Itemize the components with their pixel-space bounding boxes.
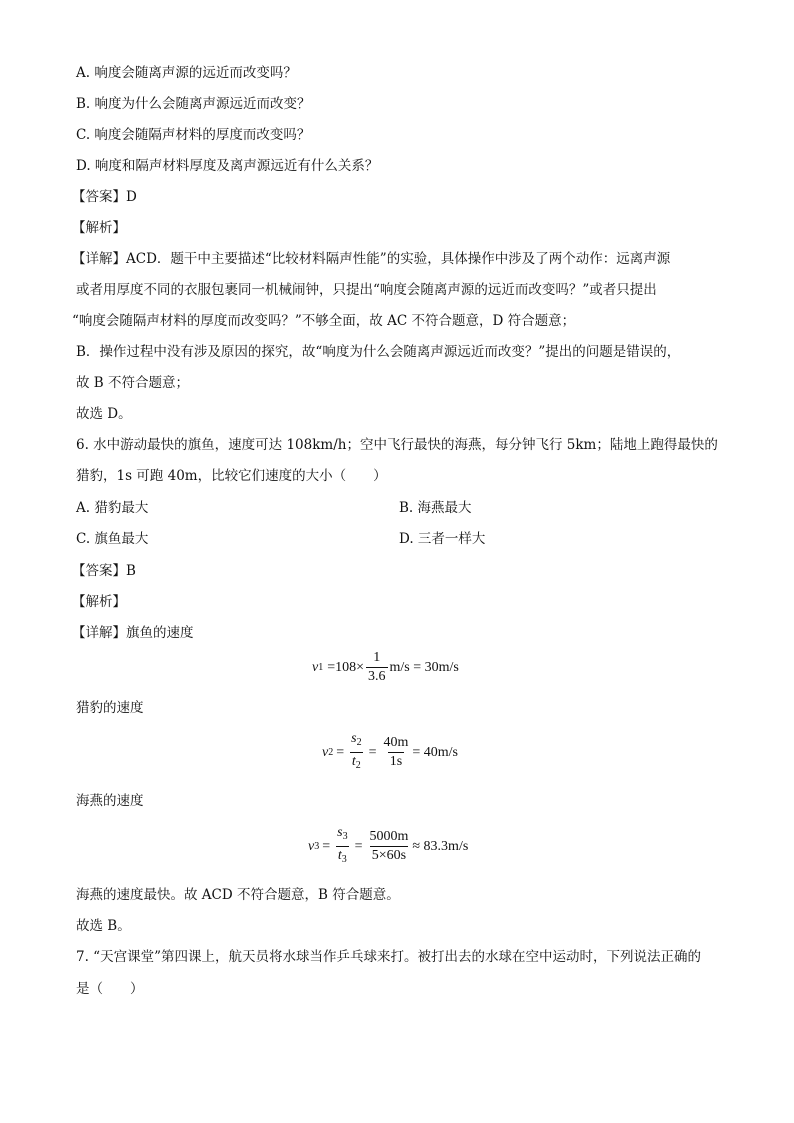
q6-option-b: B. 海燕最大 [399,500,472,516]
eq1-denominator: 3.6 [368,669,386,684]
eq2-fraction-symbolic [349,731,363,774]
q6-stem-line-2: 猎豹，1s 可跑 40m，比较它们速度的大小（ ） [76,468,387,484]
q5-detail-line-5: 故 B 不符合题意； [76,375,190,391]
eq2-result: = 40m/s [412,744,458,760]
eq3-num-sub: 3 [342,831,348,842]
q6-stem-line-1: 6. 水中游动最快的旗鱼，速度可达 108km/h；空中飞行最快的海燕，每分钟飞行 5km；陆地上跑得最快的 [76,437,718,453]
eq2-lhs-sub: 2 [328,747,334,758]
q6-answer: 【答案】B [72,563,136,579]
eq3-den-sub: 3 [341,854,347,865]
cheetah-speed-label: 猎豹的速度 [76,700,144,716]
eq2-den-t: t [351,754,356,769]
eq3-den-t: t [337,848,342,863]
eq2-num-s: s [351,731,357,746]
eq1-fraction [366,650,388,685]
q6-option-a: A. 猎豹最大 [76,500,149,516]
eq2-denominator: 1s [389,754,403,769]
eq1-result: m/s = 30m/s [389,659,459,675]
q7-stem-line-2: 是（ ） [76,981,144,997]
eq3-lhs: v [308,838,315,854]
q6-conclusion: 海燕的速度最快。故 ACD 不符合题意，B 符合题意。 [76,887,400,903]
q5-answer: 【答案】D [72,189,137,205]
eq3-fraction-symbolic [335,825,349,868]
q5-detail-line-1: 【详解】ACD．题干中主要描述“比较材料隔声性能”的实验，具体操作中涉及了两个动作：远离声源 [72,251,671,267]
eq1-lhs: v [312,659,319,675]
q5-analysis-heading: 【解析】 [72,220,126,236]
q6-detail-intro: 【详解】旗鱼的速度 [72,625,194,641]
q5-detail-line-3: “响度会随隔声材料的厚度而改变吗？”不够全面，故 AC 不符合题意，D 符合题意； [72,313,576,329]
q5-detail-line-2: 或者用厚度不同的衣服包裹同一机械闹钟，只提出“响度会随离声源的远近而改变吗？”或者只提出 [76,282,657,298]
q5-option-d: D. 响度和隔声材料厚度及离声源远近有什么关系？ [76,158,379,174]
equation-swallow-speed: v 3 = $\frac{s_3}{t_3}$ = $\frac{5000m}{5\times 60s}$ ≈ 83.3m/s [308,825,468,868]
q7-stem-line-1: 7. “天宫课堂”第四课上，航天员将水球当作乒乓球来打。被打出去的水球在空中运动时，下列说法正确的 [76,949,701,965]
q5-option-a: A. 响度会随离声源的远近而改变吗？ [76,65,297,81]
eq3-result: ≈ 83.3m/s [412,838,469,854]
q5-option-c: C. 响度会随隔声材料的厚度而改变吗？ [76,127,311,143]
swallow-speed-label: 海燕的速度 [76,793,144,809]
eq1-lhs-sub: 1 [318,662,324,673]
q6-choose: 故选 B。 [76,918,131,934]
eq1-mult: =108× [327,659,365,675]
eq1-numerator: 1 [373,650,381,665]
q6-option-d: D. 三者一样大 [399,531,486,547]
eq3-num-s: s [337,825,343,840]
eq3-numerator: 5000m [369,829,409,844]
equation-cheetah-speed: v 2 = $\frac{s_2}{t_2}$ = $\frac{40m}{1s}$ = 40m/s [322,731,458,774]
eq2-num-sub: 2 [356,737,362,748]
eq2-numerator: 40m [383,735,409,750]
q6-analysis-heading: 【解析】 [72,594,126,610]
q6-option-c: C. 旗鱼最大 [76,531,149,547]
eq3-denominator: 5×60s [371,848,407,863]
q5-detail-line-6: 故选 D。 [76,406,132,422]
eq3-fraction-numeric [367,829,410,864]
eq2-lhs: v [322,744,329,760]
eq2-den-sub: 2 [355,760,361,771]
eq2-fraction-numeric [381,735,410,770]
q5-option-b: B. 响度为什么会随离声源远近而改变？ [76,96,311,112]
equation-sailfish-speed [312,650,459,685]
q5-detail-line-4: B．操作过程中没有涉及原因的探究，故“响度为什么会随离声源远近而改变？”提出的问题是错误的， [76,344,681,360]
eq3-lhs-sub: 3 [314,841,320,852]
